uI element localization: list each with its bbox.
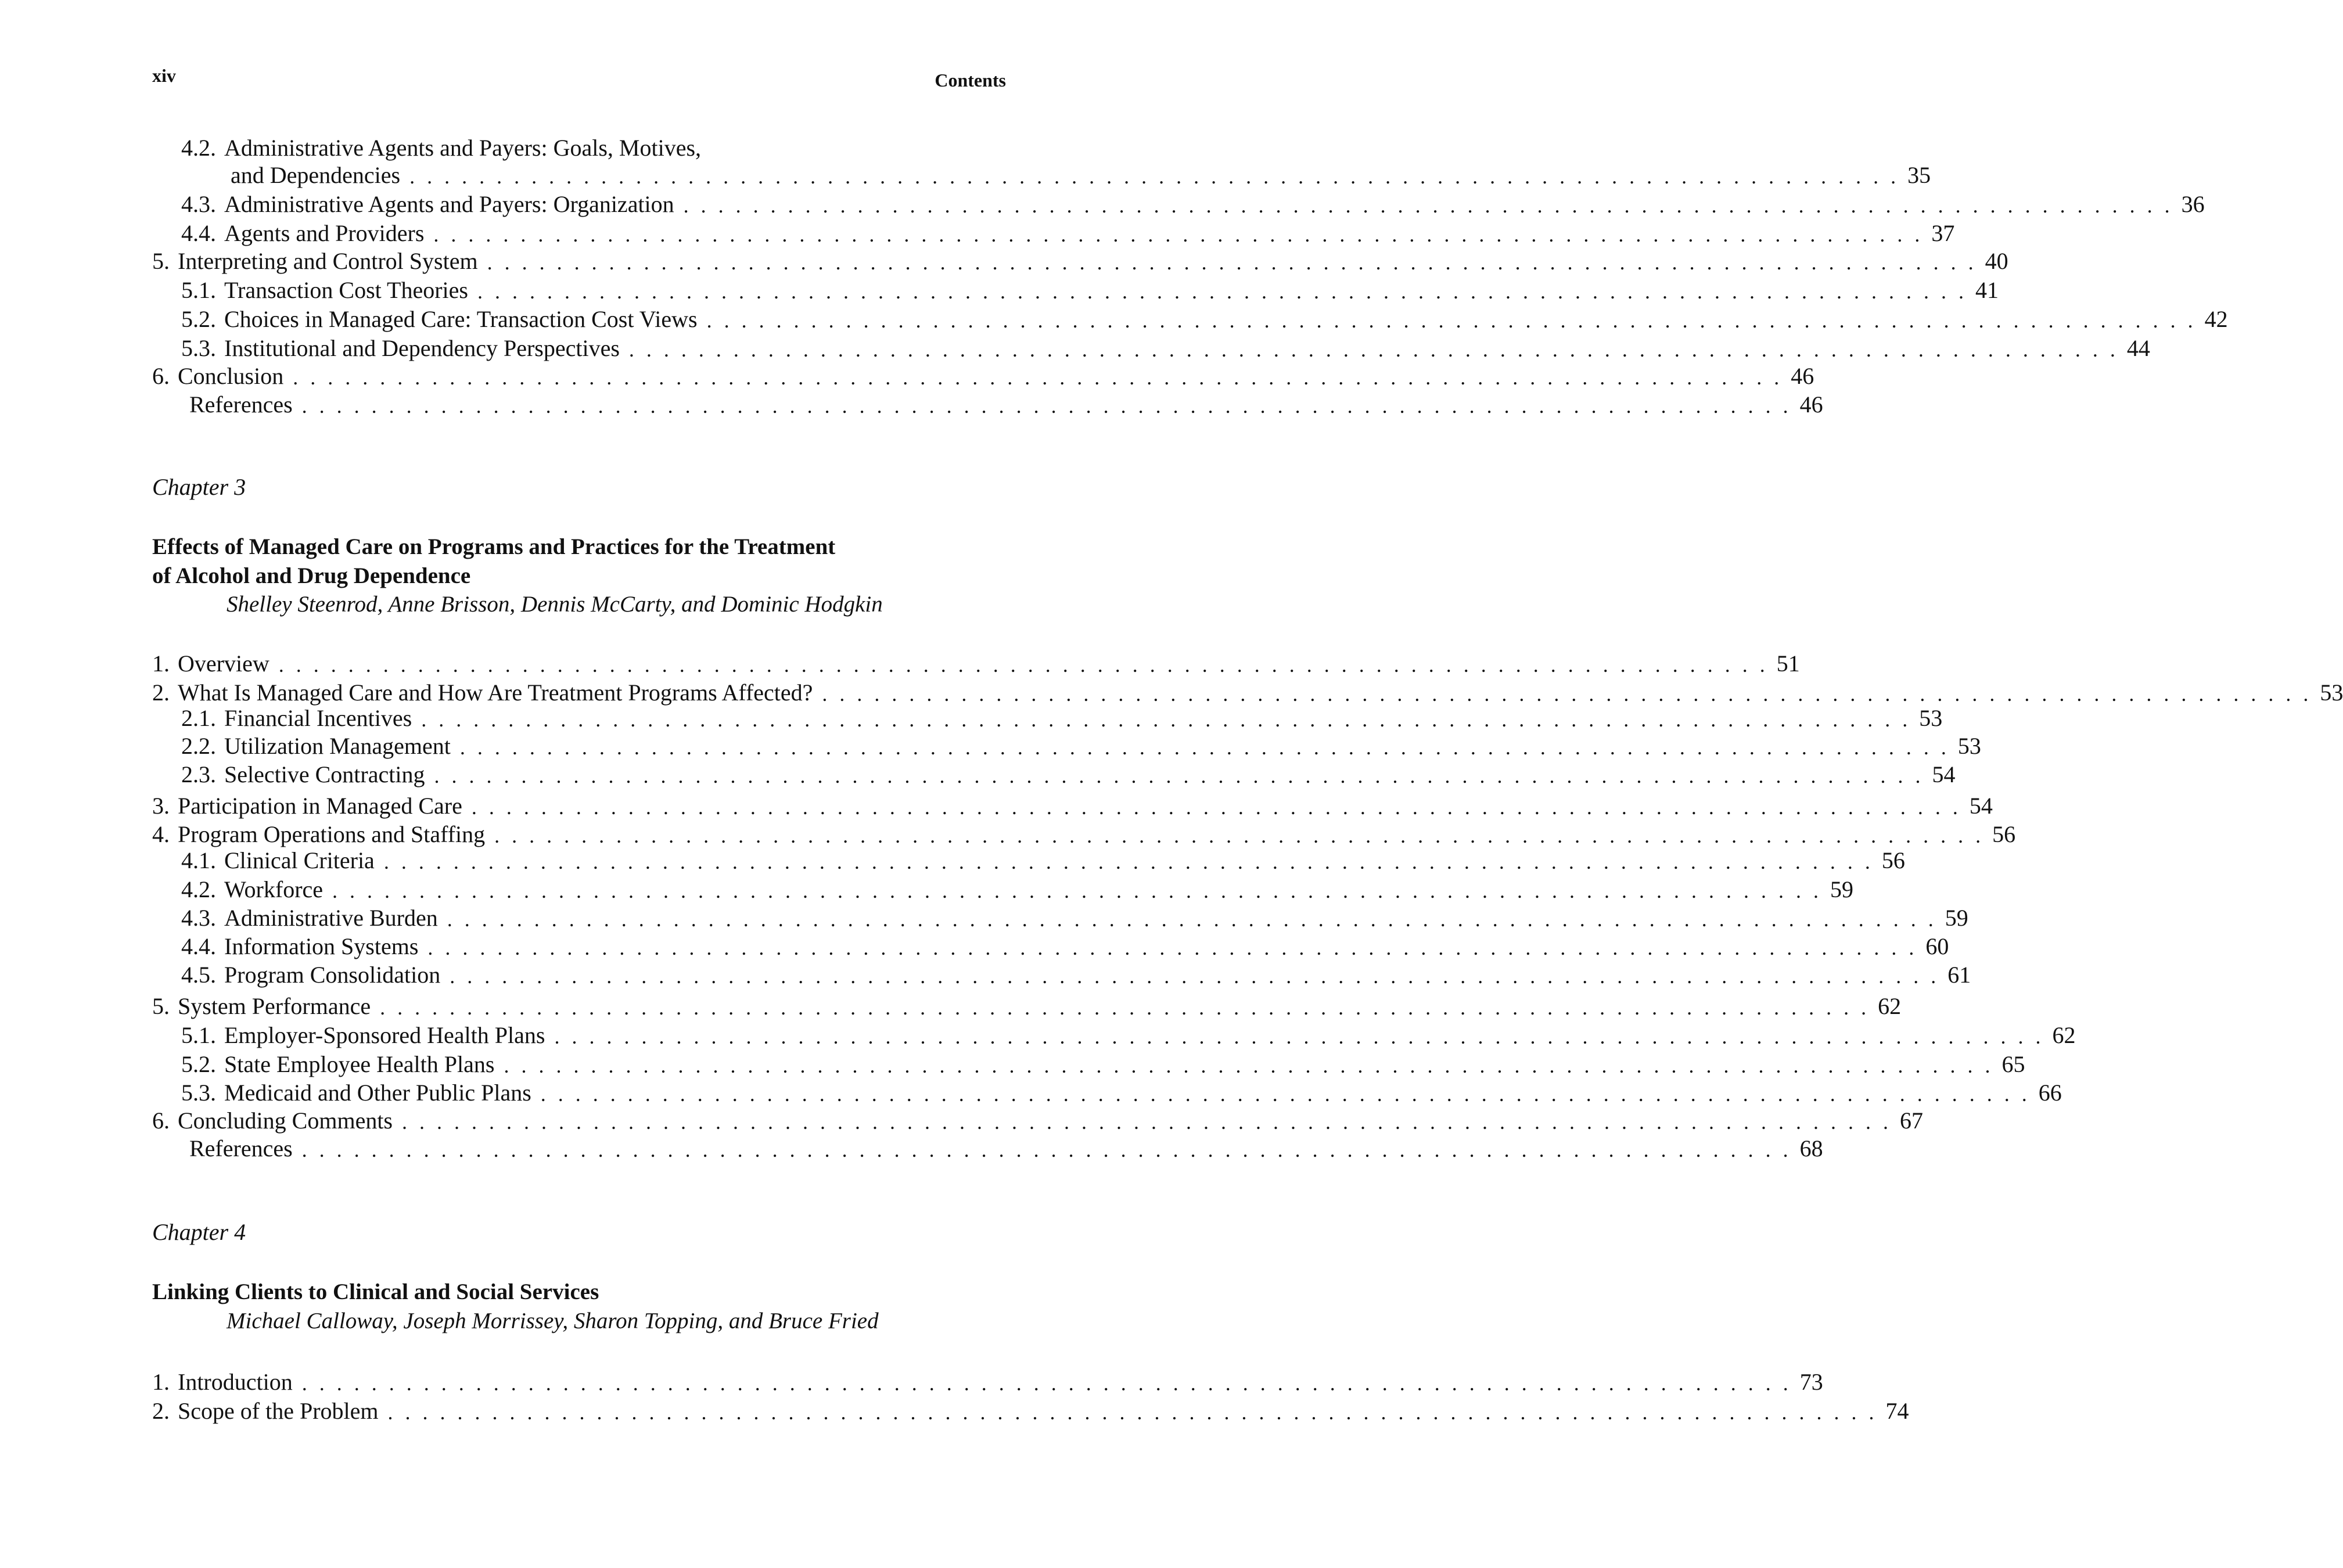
chapter-3-title-line: of Alcohol and Drug Dependence (152, 563, 471, 588)
toc-entry-number: 4.1. (181, 847, 216, 873)
toc-entry (152, 789, 1993, 819)
dot-leader: . . . . . . . . . . . . . . . . . . . . . . . . . . . . . . . . . . . . . . . . . . . . . . . . . . . . . . . . . . . . . . . . . . . . . . . . . . . . . . . . . . . . . . (427, 936, 1918, 959)
dot-leader: . . . . . . . . . . . . . . . . . . . . . . . . . . . . . . . . . . . . . . . . . . . . . . . . . . . . . . . . . . . . . . . . . . . . . . . . . . . . . . . . . . . . . . (293, 366, 1783, 389)
toc-entry-page: 54 (1969, 793, 1993, 819)
toc-entry-page: 59 (1945, 905, 1968, 931)
toc-entry-page: 42 (2204, 306, 2228, 332)
toc-entry-page: 44 (2126, 335, 2150, 361)
toc-entry-page: 53 (2320, 679, 2343, 706)
toc-entry-number: 4.4. (181, 220, 216, 246)
toc-entry (152, 216, 1955, 246)
dot-leader: . . . . . . . . . . . . . . . . . . . . . . . . . . . . . . . . . . . . . . . . . . . . . . . . . . . . . . . . . . . . . . . . . . . . . . . . . . . . . . . . . . . . . . (554, 1025, 2044, 1048)
toc-entry-number: 4.2. (181, 135, 216, 161)
toc-entry-title: System Performance (178, 993, 371, 1019)
toc-entry-page: 56 (1992, 821, 2016, 847)
toc-entry (152, 929, 1949, 959)
dot-leader: . . . . . . . . . . . . . . . . . . . . . . . . . . . . . . . . . . . . . . . . . . . . . . . . . . . . . . . . . . . . . . . . . . . . . . . . . . . . . . . . . . . . . . (402, 1110, 1892, 1134)
toc-entry-title: References (189, 1135, 293, 1161)
toc-entry-title: What Is Managed Care and How Are Treatment Programs Affected? (178, 679, 813, 706)
toc-entry-page: 46 (1799, 391, 1823, 418)
toc-entry (152, 331, 2150, 361)
toc-entry-page: 53 (1957, 733, 1981, 759)
toc-entry (152, 1394, 1909, 1424)
toc-entry-title: Information Systems (224, 933, 419, 959)
dot-leader: . . . . . . . . . . . . . . . . . . . . . . . . . . . . . . . . . . . . . . . . . . . . . . . . . . . . . . . . . . . . . . . . . . . . . . . . . . . . . . . . . . . . . . (387, 1401, 1878, 1424)
toc-entry-number: 5. (152, 248, 170, 274)
toc-entry-page: 35 (1907, 162, 1931, 188)
toc-entry-page: 73 (1799, 1369, 1823, 1395)
dot-leader: . . . . . . . . . . . . . . . . . . . . . . . . . . . . . . . . . . . . . . . . . . . . . . . . . . . . . . . . . . . . . . . . . . . . . . . . . . . . . . . . . . . . . . (409, 165, 1900, 188)
toc-entry-page: 46 (1791, 363, 1814, 389)
toc-entry-number: 1. (152, 1369, 170, 1395)
toc-entry-title: Conclusion (178, 363, 284, 389)
dot-leader: . . . . . . . . . . . . . . . . . . . . . . . . . . . . . . . . . . . . . . . . . . . . . . . . . . . . . . . . . . . . . . . . . . . . . . . . . . . . . . . . . . . . . . (471, 796, 1961, 819)
toc-entry (152, 675, 2343, 706)
toc-entry (152, 1365, 1823, 1395)
toc-entry-page: 41 (1975, 277, 1999, 303)
toc-entry-number: 4.4. (181, 933, 216, 959)
toc-entry-title: State Employee Health Plans (224, 1051, 495, 1077)
toc-entry-page: 68 (1799, 1135, 1823, 1161)
dot-leader: . . . . . . . . . . . . . . . . . . . . . . . . . . . . . . . . . . . . . . . . . . . . . . . . . . . . . . . . . . . . . . . . . . . . . . . . . . . . . . . . . . . . . . (434, 764, 1924, 787)
toc-entry (152, 901, 1968, 931)
toc-entry-number: 4.3. (181, 191, 216, 217)
toc-entry-title: Scope of the Problem (178, 1398, 379, 1424)
toc-entry-number: 2. (152, 679, 170, 706)
toc-entry-number: 1. (152, 650, 170, 677)
toc-entry-page: 40 (1985, 248, 2008, 274)
toc-entry-number: 5.2. (181, 1051, 216, 1077)
toc-entry (152, 158, 1931, 188)
dot-leader: . . . . . . . . . . . . . . . . . . . . . . . . . . . . . . . . . . . . . . . . . . . . . . . . . . . . . . . . . . . . . . . . . . . . . . . . . . . . . . . . . . . . . . (477, 280, 1967, 303)
dot-leader: . . . . . . . . . . . . . . . . . . . . . . . . . . . . . . . . . . . . . . . . . . . . . . . . . . . . . . . . . . . . . . . . . . . . . . . . . . . . . . . . . . . . . . (628, 338, 2119, 361)
toc-entry-page: 66 (2038, 1080, 2062, 1106)
toc-entry (152, 757, 1956, 787)
toc-entry-page: 61 (1947, 962, 1971, 988)
toc-entry-number: 5.2. (181, 306, 216, 332)
dot-leader: . . . . . . . . . . . . . . . . . . . . . . . . . . . . . . . . . . . . . . . . . . . . . . . . . . . . . . . . . . . . . . . . . . . . . . . . . . . . . . . . . . . . . . (504, 1054, 1994, 1077)
dot-leader: . . . . . . . . . . . . . . . . . . . . . . . . . . . . . . . . . . . . . . . . . . . . . . . . . . . . . . . . . . . . . . . . . . . . . . . . . . . . . . . . . . . . . . (540, 1083, 2031, 1106)
toc-entry-title: Introduction (178, 1369, 293, 1395)
toc-entry-number: 4. (152, 821, 170, 847)
chapter-3-authors: Shelley Steenrod, Anne Brisson, Dennis McCarty, and Dominic Hodgkin (227, 592, 883, 617)
toc-entry-page: 54 (1932, 761, 1956, 787)
toc-entry-number: 4.3. (181, 905, 216, 931)
chapter-4-authors: Michael Calloway, Joseph Morrissey, Sharon Topping, and Bruce Fried (227, 1308, 879, 1333)
toc-entry-page: 56 (1881, 847, 1905, 873)
dot-leader: . . . . . . . . . . . . . . . . . . . . . . . . . . . . . . . . . . . . . . . . . . . . . . . . . . . . . . . . . . . . . . . . . . . . . . . . . . . . . . . . . . . . . . (433, 223, 1924, 246)
dot-leader: . . . . . . . . . . . . . . . . . . . . . . . . . . . . . . . . . . . . . . . . . . . . . . . . . . . . . . . . . . . . . . . . . . . . . . . . . . . . . . . . . . . . . . (487, 251, 1977, 274)
toc-entry-title: References (189, 391, 293, 418)
toc-entry-title: Program Consolidation (224, 962, 441, 988)
dot-leader: . . . . . . . . . . . . . . . . . . . . . . . . . . . . . . . . . . . . . . . . . . . . . . . . . . . . . . . . . . . . . . . . . . . . . . . . . . . . . . . . . . . . . . (380, 996, 1870, 1019)
toc-entry (152, 1131, 1823, 1161)
toc-entry-page: 62 (2052, 1022, 2076, 1048)
toc-entry (152, 273, 1999, 303)
dot-leader: . . . . . . . . . . . . . . . . . . . . . . . . . . . . . . . . . . . . . . . . . . . . . . . . . . . . . . . . . . . . . . . . . . . . . . . . . . . . . . . . . . . . . . (494, 824, 1985, 847)
running-head: Contents (935, 70, 1006, 91)
toc-entry (152, 1103, 1923, 1134)
toc-entry (152, 131, 1006, 160)
toc-entry-number: 3. (152, 793, 170, 819)
toc-entry-number: 2.3. (181, 761, 216, 787)
toc-entry-number: 2.1. (181, 705, 216, 731)
chapter-3-title-line: Effects of Managed Care on Programs and Practices for the Treatment (152, 534, 836, 559)
toc-entry (152, 1076, 2062, 1106)
chapter-3-title (152, 533, 907, 591)
dot-leader: . . . . . . . . . . . . . . . . . . . . . . . . . . . . . . . . . . . . . . . . . . . . . . . . . . . . . . . . . . . . . . . . . . . . . . . . . . . . . . . . . . . . . . (301, 394, 1792, 418)
toc-entry-page: 60 (1925, 933, 1949, 959)
page-header (152, 65, 1006, 94)
toc-entry-title: Administrative Agents and Payers: Organization (224, 191, 674, 217)
dot-leader: . . . . . . . . . . . . . . . . . . . . . . . . . . . . . . . . . . . . . . . . . . . . . . . . . . . . . . . . . . . . . . . . . . . . . . . . . . . . . . . . . . . . . . (301, 1372, 1792, 1395)
dot-leader: . . . . . . . . . . . . . . . . . . . . . . . . . . . . . . . . . . . . . . . . . . . . . . . . . . . . . . . . . . . . . . . . . . . . . . . . . . . . . . . . . . . . . . (332, 879, 1823, 902)
toc-entry (152, 187, 2205, 217)
toc-entry-number: 5.3. (181, 1080, 216, 1106)
dot-leader: . . . . . . . . . . . . . . . . . . . . . . . . . . . . . . . . . . . . . . . . . . . . . . . . . . . . . . . . . . . . . . . . . . . . . . . . . . . . . . . . . . . . . . (301, 1138, 1792, 1161)
chapter-4-title: Linking Clients to Clinical and Social Services (152, 1279, 599, 1304)
dot-leader: . . . . . . . . . . . . . . . . . . . . . . . . . . . . . . . . . . . . . . . . . . . . . . . . . . . . . . . . . . . . . . . . . . . . . . . . . . . . . . . . . . . . . . (450, 965, 1940, 988)
toc-entry-page: 65 (2001, 1051, 2025, 1077)
toc-entry-title: Transaction Cost Theories (224, 277, 468, 303)
toc-entry-title: Program Operations and Staffing (178, 821, 486, 847)
dot-leader: . . . . . . . . . . . . . . . . . . . . . . . . . . . . . . . . . . . . . . . . . . . . . . . . . . . . . . . . . . . . . . . . . . . . . . . . . . . . . . . . . . . . . . (421, 708, 1911, 731)
toc-entry-title: Administrative Agents and Payers: Goals, Motives, (224, 135, 702, 161)
toc-entry-number: 5.1. (181, 1022, 216, 1048)
chapter-4-label: Chapter 4 (152, 1219, 246, 1245)
toc-entry-page: 62 (1878, 993, 1902, 1019)
toc-entry (152, 1047, 2025, 1077)
toc-entry-title: Employer-Sponsored Health Plans (224, 1022, 545, 1048)
toc-entry (152, 989, 1902, 1019)
toc-entry (152, 387, 1823, 418)
toc-entry-number: 5. (152, 993, 170, 1019)
toc-entry-title: Concluding Comments (178, 1107, 393, 1134)
toc-entry-page: 67 (1900, 1107, 1923, 1134)
toc-entry-page: 51 (1776, 650, 1800, 677)
toc-entry-number: 5.3. (181, 335, 216, 361)
toc-entry-number: 5.1. (181, 277, 216, 303)
dot-leader: . . . . . . . . . . . . . . . . . . . . . . . . . . . . . . . . . . . . . . . . . . . . . . . . . . . . . . . . . . . . . . . . . . . . . . . . . . . . . . . . . . . . . . (383, 850, 1874, 873)
toc-entry-title: Overview (178, 650, 269, 677)
toc-entry-title: Interpreting and Control System (178, 248, 478, 274)
toc-entry-number: 6. (152, 363, 170, 389)
dot-leader: . . . . . . . . . . . . . . . . . . . . . . . . . . . . . . . . . . . . . . . . . . . . . . . . . . . . . . . . . . . . . . . . . . . . . . . . . . . . . . . . . . . . . . (706, 309, 2197, 332)
toc-entry (152, 646, 1800, 677)
toc-entry-title: Participation in Managed Care (178, 793, 462, 819)
dot-leader: . . . . . . . . . . . . . . . . . . . . . . . . . . . . . . . . . . . . . . . . . . . . . . . . . . . . . . . . . . . . . . . . . . . . . . . . . . . . . . . . . . . . . . (683, 194, 2173, 217)
toc-entry-page: 37 (1931, 220, 1955, 246)
toc-entry (152, 302, 2228, 332)
dot-leader: . . . . . . . . . . . . . . . . . . . . . . . . . . . . . . . . . . . . . . . . . . . . . . . . . . . . . . . . . . . . . . . . . . . . . . . . . . . . . . . . . . . . . . (278, 653, 1769, 677)
toc-entry-page: 74 (1885, 1398, 1909, 1424)
dot-leader: . . . . . . . . . . . . . . . . . . . . . . . . . . . . . . . . . . . . . . . . . . . . . . . . . . . . . . . . . . . . . . . . . . . . . . . . . . . . . . . . . . . . . . (459, 736, 1950, 759)
dot-leader: . . . . . . . . . . . . . . . . . . . . . . . . . . . . . . . . . . . . . . . . . . . . . . . . . . . . . . . . . . . . . . . . . . . . . . . . . . . . . . . . . . . . . . (447, 908, 1937, 931)
toc-entry-title: Medicaid and Other Public Plans (224, 1080, 531, 1106)
toc-entry (152, 244, 2008, 274)
toc-entry-title: Agents and Providers (224, 220, 425, 246)
toc-entry-number: 4.5. (181, 962, 216, 988)
toc-entry-page: 59 (1830, 876, 1854, 902)
toc-entry (152, 359, 1814, 389)
toc-entry-title: Choices in Managed Care: Transaction Cost Views (224, 306, 698, 332)
toc-entry (152, 843, 1905, 873)
toc-entry-title: Workforce (224, 876, 324, 902)
toc-entry-page: 36 (2181, 191, 2205, 217)
toc-entry-title: Utilization Management (224, 733, 451, 759)
chapter-3-label: Chapter 3 (152, 474, 246, 500)
toc-entry (152, 872, 1854, 902)
toc-entry-title: Institutional and Dependency Perspectives (224, 335, 620, 361)
toc-entry (152, 729, 1981, 759)
toc-entry-number: 2.2. (181, 733, 216, 759)
toc-entry-title: Selective Contracting (224, 761, 425, 787)
toc-entry-title: and Dependencies (231, 162, 401, 188)
toc-entry (152, 1018, 2076, 1048)
toc-entry-title: Financial Incentives (224, 705, 412, 731)
toc-entry (152, 817, 2016, 847)
toc-entry-title: Administrative Burden (224, 905, 438, 931)
toc-entry-number: 4.2. (181, 876, 216, 902)
toc-entry-page: 53 (1919, 705, 1943, 731)
toc-entry-title: Clinical Criteria (224, 847, 375, 873)
toc-entry (152, 958, 1971, 988)
toc-entry (152, 701, 1943, 731)
page-number: xiv (152, 65, 176, 86)
toc-entry-number: 6. (152, 1107, 170, 1134)
dot-leader: . . . . . . . . . . . . . . . . . . . . . . . . . . . . . . . . . . . . . . . . . . . . . . . . . . . . . . . . . . . . . . . . . . . . . . . . . . . . . . . . . . . . . . (822, 682, 2312, 706)
toc-entry-number: 2. (152, 1398, 170, 1424)
